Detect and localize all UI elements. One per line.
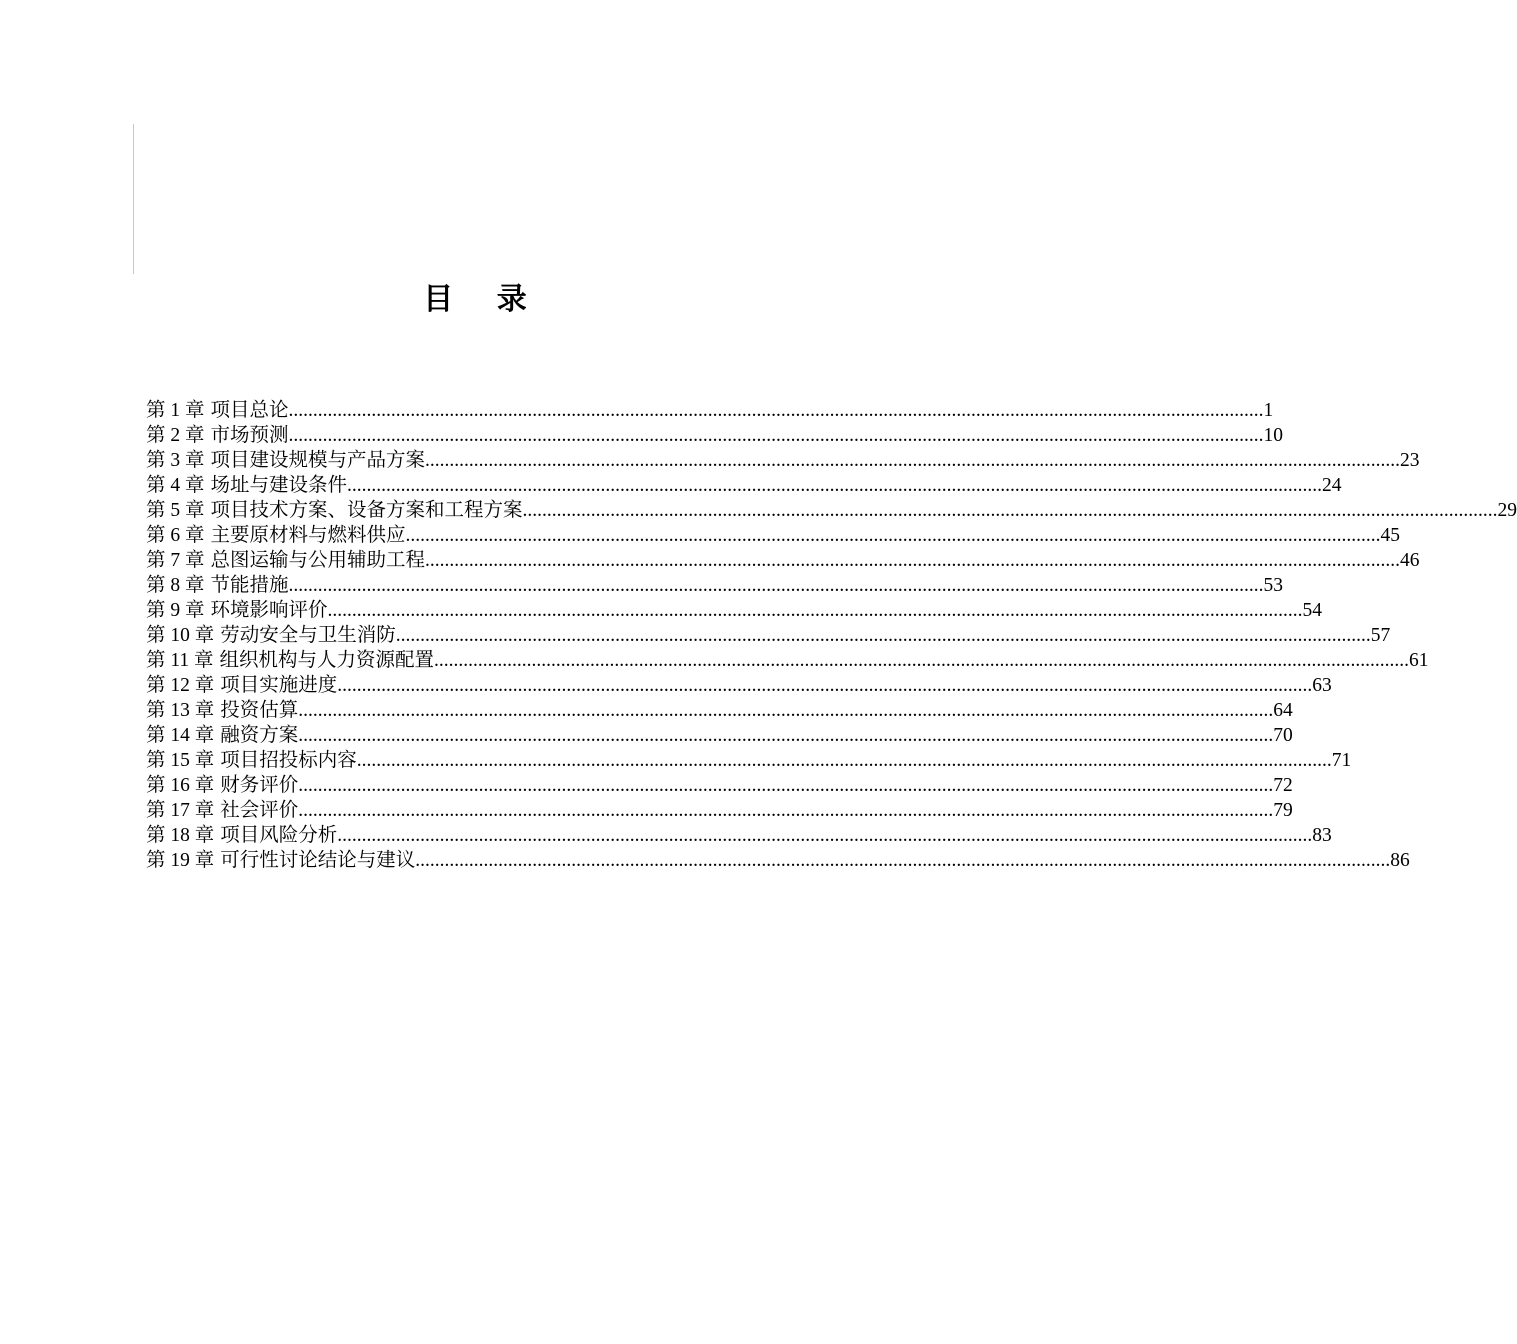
toc-leader-dots: ........................................................................................................................................................................................................ <box>522 500 1498 521</box>
toc-chapter-title: 融资方案 <box>220 725 299 746</box>
toc-chapter-number: 第 2 章 <box>146 425 205 446</box>
toc-chapter-number: 第 17 章 <box>146 800 215 821</box>
toc-entry[interactable] <box>146 523 1401 548</box>
toc-chapter-number: 第 1 章 <box>146 400 205 421</box>
toc-page-number: 83 <box>1312 825 1332 846</box>
toc-chapter-number: 第 4 章 <box>146 475 205 496</box>
toc-chapter-title: 项目总论 <box>210 400 289 421</box>
toc-leader-dots: ........................................................................................................................................................................................................ <box>288 575 1264 596</box>
toc-page-number: 54 <box>1302 600 1323 621</box>
toc-entry[interactable] <box>146 823 1332 848</box>
toc-leader-dots: ........................................................................................................................................................................................................ <box>347 475 1323 496</box>
toc-leader-dots: ........................................................................................................................................................................................................ <box>288 400 1264 421</box>
toc-chapter-number: 第 13 章 <box>146 700 215 721</box>
toc-page-number: 61 <box>1409 650 1429 671</box>
toc-chapter-title: 市场预测 <box>210 425 289 446</box>
table-of-contents <box>146 398 1517 873</box>
toc-page-number: 70 <box>1273 725 1293 746</box>
margin-guide-line <box>133 124 134 274</box>
toc-entry[interactable] <box>146 848 1410 873</box>
toc-leader-dots: ........................................................................................................................................................................................................ <box>298 800 1274 821</box>
toc-leader-dots: ........................................................................................................................................................................................................ <box>288 425 1264 446</box>
toc-page-number: 79 <box>1273 800 1293 821</box>
toc-page-number: 71 <box>1331 750 1352 771</box>
toc-page-number: 24 <box>1322 475 1342 496</box>
toc-leader-dots: ........................................................................................................................................................................................................ <box>395 625 1371 646</box>
toc-page-number: 46 <box>1400 550 1420 571</box>
toc-leader-dots: ........................................................................................................................................................................................................ <box>425 450 1401 471</box>
toc-chapter-title: 节能措施 <box>210 575 289 596</box>
toc-chapter-number: 第 3 章 <box>146 450 205 471</box>
toc-leader-dots: ........................................................................................................................................................................................................ <box>415 850 1391 871</box>
toc-entry[interactable] <box>146 598 1323 623</box>
toc-entry[interactable] <box>146 398 1274 423</box>
toc-entry[interactable] <box>146 473 1342 498</box>
toc-page-number: 10 <box>1263 425 1284 446</box>
toc-leader-dots: ........................................................................................................................................................................................................ <box>337 675 1313 696</box>
toc-entry[interactable] <box>146 573 1284 598</box>
toc-chapter-title: 项目实施进度 <box>220 675 338 696</box>
toc-chapter-number: 第 16 章 <box>146 775 215 796</box>
toc-entry[interactable] <box>146 798 1293 823</box>
toc-page-number: 57 <box>1370 625 1391 646</box>
toc-page-number: 86 <box>1390 850 1410 871</box>
toc-chapter-number: 第 9 章 <box>146 600 205 621</box>
toc-entry[interactable] <box>146 623 1391 648</box>
toc-chapter-number: 第 7 章 <box>146 550 205 571</box>
toc-entry[interactable] <box>146 773 1293 798</box>
toc-chapter-title: 劳动安全与卫生消防 <box>220 625 396 646</box>
toc-page-number: 23 <box>1400 450 1420 471</box>
toc-chapter-title: 主要原材料与燃料供应 <box>210 525 406 546</box>
toc-entry[interactable] <box>146 498 1517 523</box>
toc-leader-dots: ........................................................................................................................................................................................................ <box>298 775 1274 796</box>
toc-chapter-title: 总图运输与公用辅助工程 <box>210 550 426 571</box>
toc-leader-dots: ........................................................................................................................................................................................................ <box>327 600 1303 621</box>
toc-page-number: 45 <box>1380 525 1401 546</box>
toc-chapter-title: 环境影响评价 <box>210 600 328 621</box>
toc-entry[interactable] <box>146 448 1420 473</box>
toc-chapter-title: 项目技术方案、设备方案和工程方案 <box>210 500 523 521</box>
toc-leader-dots: ........................................................................................................................................................................................................ <box>337 825 1313 846</box>
toc-leader-dots: ........................................................................................................................................................................................................ <box>405 525 1381 546</box>
toc-chapter-number: 第 11 章 <box>146 650 214 671</box>
toc-entry[interactable] <box>146 673 1332 698</box>
toc-chapter-number: 第 8 章 <box>146 575 205 596</box>
toc-chapter-title: 社会评价 <box>220 800 299 821</box>
toc-page-number: 63 <box>1312 675 1332 696</box>
toc-entry[interactable] <box>146 698 1293 723</box>
toc-entry[interactable] <box>146 748 1352 773</box>
toc-chapter-title: 组织机构与人力资源配置 <box>219 650 435 671</box>
toc-chapter-title: 场址与建设条件 <box>210 475 348 496</box>
toc-page-number: 64 <box>1273 700 1293 721</box>
toc-chapter-title: 可行性讨论结论与建议 <box>220 850 416 871</box>
toc-chapter-number: 第 18 章 <box>146 825 215 846</box>
toc-page-number: 29 <box>1497 500 1517 521</box>
toc-entry[interactable] <box>146 723 1293 748</box>
toc-chapter-number: 第 10 章 <box>146 625 215 646</box>
toc-chapter-title: 投资估算 <box>220 700 299 721</box>
toc-leader-dots: ........................................................................................................................................................................................................ <box>298 725 1274 746</box>
toc-leader-dots: ........................................................................................................................................................................................................ <box>356 750 1332 771</box>
toc-leader-dots: ........................................................................................................................................................................................................ <box>298 700 1274 721</box>
toc-chapter-number: 第 14 章 <box>146 725 215 746</box>
toc-entry[interactable] <box>146 648 1429 673</box>
toc-chapter-title: 项目建设规模与产品方案 <box>210 450 426 471</box>
toc-chapter-number: 第 15 章 <box>146 750 215 771</box>
toc-entry[interactable] <box>146 423 1284 448</box>
page-title: 目 录 <box>423 283 545 316</box>
toc-leader-dots: ........................................................................................................................................................................................................ <box>434 650 1410 671</box>
toc-chapter-number: 第 6 章 <box>146 525 205 546</box>
toc-chapter-number: 第 19 章 <box>146 850 215 871</box>
toc-page-number: 1 <box>1263 400 1274 421</box>
toc-page-number: 72 <box>1273 775 1293 796</box>
toc-chapter-number: 第 5 章 <box>146 500 205 521</box>
toc-chapter-title: 项目风险分析 <box>220 825 338 846</box>
toc-page-number: 53 <box>1263 575 1284 596</box>
toc-chapter-title: 财务评价 <box>220 775 299 796</box>
toc-entry[interactable] <box>146 548 1420 573</box>
toc-chapter-title: 项目招投标内容 <box>220 750 357 771</box>
toc-leader-dots: ........................................................................................................................................................................................................ <box>425 550 1401 571</box>
toc-chapter-number: 第 12 章 <box>146 675 215 696</box>
